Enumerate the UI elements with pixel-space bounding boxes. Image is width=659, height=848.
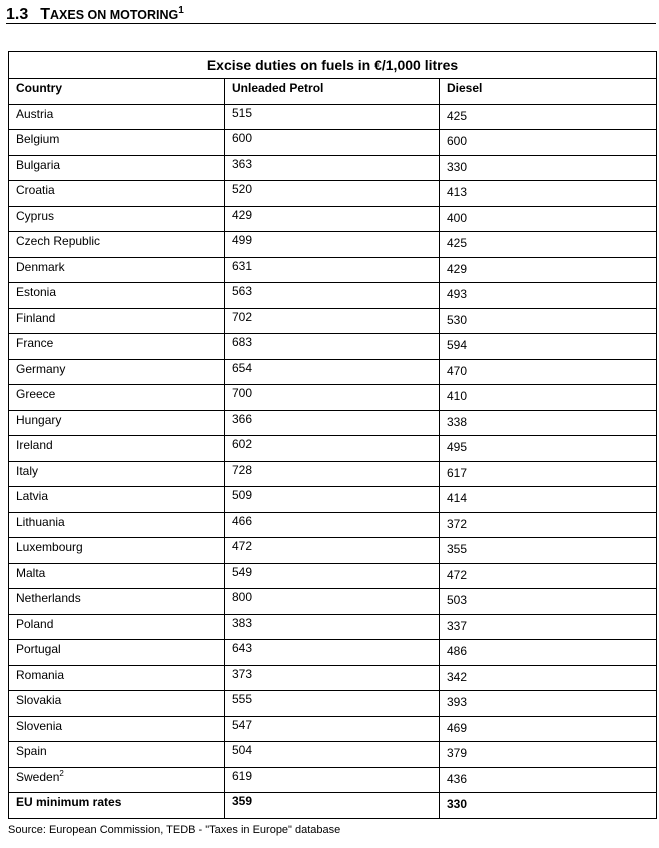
country-name: Italy [16,463,39,478]
country-name: Belgium [16,132,60,146]
petrol-cell: 683 [225,334,440,360]
country-cell [9,232,225,258]
diesel-cell: 495 [440,436,657,462]
diesel-cell: 436 [440,767,657,793]
country-name: Luxembourg [16,540,83,554]
table-row [9,767,657,793]
petrol-cell: 563 [225,283,440,309]
table-row [9,385,657,411]
country-name: Austria [16,106,54,121]
table-row [9,206,657,232]
table-row [9,283,657,309]
diesel-cell: 470 [440,359,657,385]
table-row [9,716,657,742]
petrol-cell: 373 [225,665,440,691]
petrol-cell: 702 [225,308,440,334]
table-row [9,538,657,564]
diesel-cell: 379 [440,742,657,768]
table-row [9,589,657,615]
table-row [9,104,657,130]
heading-rule [6,23,656,24]
country-name: Estonia [16,285,57,299]
diesel-cell: 600 [440,130,657,156]
country-cell [9,640,225,666]
petrol-cell: 728 [225,461,440,487]
petrol-cell: 383 [225,614,440,640]
country-name: Poland [16,616,54,631]
diesel-cell: 337 [440,614,657,640]
petrol-cell: 549 [225,563,440,589]
diesel-cell: 400 [440,206,657,232]
source-note: Source: European Commission, TEDB - "Taxes in Europe" database [8,824,341,836]
country-cell [9,716,225,742]
country-name: Hungary [16,412,62,427]
petrol-cell: 509 [225,487,440,513]
country-name: Romania [16,667,65,682]
diesel-cell: 503 [440,589,657,615]
country-cell [9,691,225,717]
table-row [9,359,657,385]
table-row [9,691,657,717]
section-title-initial: T [40,6,51,23]
diesel-cell: 429 [440,257,657,283]
excise-duties-table [8,51,657,819]
petrol-cell: 520 [225,181,440,207]
petrol-cell: 619 [225,767,440,793]
table-row [9,155,657,181]
country-footnote-mark: 2 [59,768,64,778]
diesel-cell: 372 [440,512,657,538]
diesel-cell: 393 [440,691,657,717]
petrol-cell: 472 [225,538,440,564]
table-row [9,181,657,207]
country-cell [9,563,225,589]
diesel-cell: 594 [440,334,657,360]
country-name: Croatia [16,183,55,197]
table-row [9,334,657,360]
petrol-cell: 515 [225,104,440,130]
table-row [9,257,657,283]
diesel-cell: 413 [440,181,657,207]
table-row [9,232,657,258]
diesel-cell: 410 [440,385,657,411]
diesel-cell: 469 [440,716,657,742]
table-row [9,742,657,768]
country-cell [9,538,225,564]
country-cell [9,487,225,513]
table-row [9,461,657,487]
diesel-cell: 617 [440,461,657,487]
country-cell [9,461,225,487]
country-cell [9,283,225,309]
country-name: Spain [16,744,47,758]
country-name: Denmark [16,259,65,274]
diesel-cell: 425 [440,104,657,130]
country-cell [9,385,225,411]
country-cell [9,742,225,768]
diesel-cell: 355 [440,538,657,564]
petrol-cell: 700 [225,385,440,411]
diesel-cell: 330 [440,155,657,181]
country-cell [9,206,225,232]
petrol-cell: 466 [225,512,440,538]
country-cell [9,665,225,691]
table-body [9,104,657,818]
country-name: Greece [16,387,56,401]
country-cell [9,359,225,385]
diesel-cell: 342 [440,665,657,691]
section-number: 1.3 [6,6,29,23]
petrol-cell: 429 [225,206,440,232]
table-row [9,512,657,538]
petrol-cell: 366 [225,410,440,436]
country-cell [9,512,225,538]
country-cell [9,181,225,207]
country-name: France [16,336,54,350]
country-name: Germany [16,361,66,376]
table-row [9,410,657,436]
table-row [9,130,657,156]
table-row [9,665,657,691]
country-cell [9,614,225,640]
diesel-cell: 486 [440,640,657,666]
country-name: Malta [16,565,46,580]
country-cell [9,308,225,334]
country-name: Slovakia [16,693,62,707]
country-cell [9,130,225,156]
diesel-cell: 338 [440,410,657,436]
country-cell [9,767,225,793]
petrol-cell: 643 [225,640,440,666]
column-header-diesel: Diesel [440,79,657,105]
country-name: Finland [16,310,56,325]
country-name: Portugal [16,642,61,656]
diesel-cell: 493 [440,283,657,309]
country-name: Cyprus [16,208,55,223]
petrol-cell: 800 [225,589,440,615]
country-cell [9,410,225,436]
total-petrol-cell: 359 [225,793,440,819]
country-name: Latvia [16,489,49,503]
country-cell [9,104,225,130]
country-name: Sweden [16,769,60,784]
petrol-cell: 631 [225,257,440,283]
table-row [9,614,657,640]
country-cell [9,155,225,181]
total-diesel-cell: 330 [440,793,657,819]
table-caption: Excise duties on fuels in €/1,000 litres [9,52,657,79]
petrol-cell: 547 [225,716,440,742]
country-cell [9,334,225,360]
table-row [9,308,657,334]
diesel-cell: 414 [440,487,657,513]
table-row [9,487,657,513]
table-row [9,436,657,462]
petrol-cell: 555 [225,691,440,717]
table-row [9,563,657,589]
heading-footnote-mark: 1 [178,5,184,16]
column-header-petrol: Unleaded Petrol [225,79,440,105]
diesel-cell: 530 [440,308,657,334]
petrol-cell: 504 [225,742,440,768]
section-title-rest: AXES ON MOTORING [50,8,179,22]
petrol-cell: 600 [225,130,440,156]
country-name: Bulgaria [16,157,61,172]
country-name: Slovenia [16,718,63,733]
petrol-cell: 499 [225,232,440,258]
country-cell [9,257,225,283]
table-row [9,640,657,666]
diesel-cell: 425 [440,232,657,258]
petrol-cell: 363 [225,155,440,181]
column-header-country: Country [9,79,225,105]
total-row [9,793,657,819]
diesel-cell: 472 [440,563,657,589]
petrol-cell: 602 [225,436,440,462]
total-country-cell: EU minimum rates [9,793,225,819]
country-name: Czech Republic [16,234,101,248]
country-name: Netherlands [16,591,81,605]
petrol-cell: 654 [225,359,440,385]
country-name: Ireland [16,438,53,452]
country-name: Lithuania [16,514,65,529]
section-heading [6,2,184,24]
country-cell [9,436,225,462]
country-cell [9,589,225,615]
